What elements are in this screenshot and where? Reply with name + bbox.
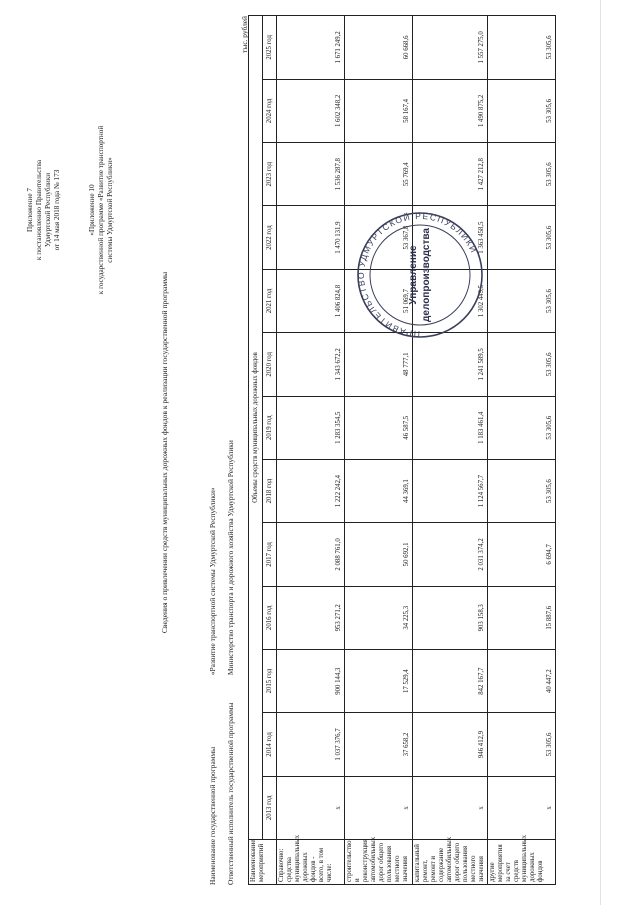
row-name: другие мероприятия за счет средств муниципальных дорожных фондов [488, 840, 556, 885]
value-cell: x [488, 776, 556, 839]
year-header: 2016 год [263, 586, 277, 649]
value-cell: 40 447,2 [488, 649, 556, 712]
value-cell: 53 305,6 [488, 333, 556, 396]
year-header: 2015 год [263, 649, 277, 712]
value-cell: 60 668,6 [345, 16, 413, 80]
year-header: 2021 год [263, 269, 277, 332]
value-cell: 1 124 567,7 [413, 459, 488, 522]
header-line: системы Удмуртской Республики» [106, 157, 114, 263]
row-name: строительство и реконструкция автомобильных дорог общего пользования местного значения [345, 840, 413, 885]
value-cell: 842 167,7 [413, 649, 488, 712]
year-header-row [263, 16, 277, 885]
value-cell: 1 536 287,8 [277, 143, 345, 206]
header-line: от 14 мая 2018 года № 173 [53, 169, 61, 251]
value-cell: 1 302 449,5 [413, 269, 488, 332]
year-header: 2023 год [263, 143, 277, 206]
executor-value: Министерство транспорта и дорожного хозяйства Удмуртской Республики [226, 440, 235, 676]
year-header: 2014 год [263, 713, 277, 776]
value-cell: 1 470 131,9 [277, 206, 345, 269]
year-header: 2013 год [263, 776, 277, 839]
header-line: к постановлению Правительства [35, 159, 43, 261]
value-cell: 1 406 824,8 [277, 269, 345, 332]
table-row [413, 16, 488, 885]
value-cell: 34 225,3 [345, 586, 413, 649]
value-cell: 1 671 249,2 [277, 16, 345, 80]
value-cell: 15 887,6 [488, 586, 556, 649]
row-name: капитальный ремонт, ремонт и содержание автомобильных дорог общего пользования местного значения [413, 840, 488, 885]
seal-ring-text: ПРАВИТЕЛЬСТВО УДМУРТСКОЙ РЕСПУБЛИКИ [355, 210, 480, 340]
header-line: Удмуртской Республики [44, 172, 52, 248]
value-cell: 1 222 242,4 [277, 459, 345, 522]
value-cell: x [345, 776, 413, 839]
value-cell: 1 037 376,7 [277, 713, 345, 776]
value-cell: 1 602 348,2 [277, 79, 345, 142]
table-row [488, 16, 556, 885]
scan-artifact [600, 0, 601, 905]
program-name-row [208, 487, 217, 885]
value-cell: 48 777,1 [345, 333, 413, 396]
value-cell: 55 769,4 [345, 143, 413, 206]
year-header: 2017 год [263, 523, 277, 586]
year-header: 2022 год [263, 206, 277, 269]
table-row [345, 16, 413, 885]
value-cell: 53 305,6 [488, 269, 556, 332]
header-line: к государственной программе «Развитие транспортной [97, 125, 105, 295]
value-cell: 6 694,7 [488, 523, 556, 586]
value-cell: 2 088 761,0 [277, 523, 345, 586]
year-header: 2025 год [263, 16, 277, 80]
year-header: 2019 год [263, 396, 277, 459]
value-cell: 53 305,6 [488, 396, 556, 459]
column-group-header: Объемы средств муниципальных дорожных фондов [249, 16, 263, 840]
year-header: 2024 год [263, 79, 277, 142]
value-cell: 53 305,6 [488, 206, 556, 269]
value-cell: 51 069,7 [345, 269, 413, 332]
executor-row [226, 440, 235, 885]
value-cell: 1 557 275,0 [413, 16, 488, 80]
value-cell: 1 427 212,8 [413, 143, 488, 206]
value-cell: 53 305,6 [488, 16, 556, 80]
table-row [277, 16, 345, 885]
value-cell: 1 490 875,2 [413, 79, 488, 142]
value-cell: 44 369,1 [345, 459, 413, 522]
value-cell: 50 692,1 [345, 523, 413, 586]
program-value: «Развитие транспортной системы Удмуртской Республики» [208, 487, 217, 676]
year-header: 2018 год [263, 459, 277, 522]
header-line: Приложение 7 [26, 188, 34, 232]
appendix-header [26, 60, 62, 360]
value-cell: 46 587,5 [345, 396, 413, 459]
funding-table-wrapper [248, 15, 553, 885]
official-seal [350, 205, 490, 345]
value-cell: 900 144,3 [277, 649, 345, 712]
value-cell: 903 158,3 [413, 586, 488, 649]
column-header-name: Наименование мероприятий [249, 840, 277, 885]
value-cell: 53 305,6 [488, 143, 556, 206]
value-cell: 53 305,6 [488, 79, 556, 142]
units-label: тыс. рублей [240, 16, 249, 53]
table-header-row [249, 16, 263, 885]
value-cell: 58 167,4 [345, 79, 413, 142]
value-cell: 2 031 374,2 [413, 523, 488, 586]
funding-table [248, 15, 556, 885]
value-cell: 37 658,2 [345, 713, 413, 776]
program-label: Наименование государственной программы [208, 746, 217, 885]
value-cell: 1 241 589,5 [413, 333, 488, 396]
header-line: «Приложение 10 [88, 184, 96, 236]
executor-label: Ответственный исполнитель государственной программы [226, 702, 235, 885]
document-title: Сведения о привлечении средств муниципальных дорожных фондов к реализации государственной программы [160, 271, 169, 634]
seal-center-line: Управление [408, 245, 419, 305]
seal-center-line: делопроизводства [421, 228, 432, 322]
value-cell: 946 412,9 [413, 713, 488, 776]
value-cell: 53 367,8 [345, 206, 413, 269]
value-cell: 1 343 672,2 [277, 333, 345, 396]
value-cell: 1 183 461,4 [413, 396, 488, 459]
value-cell: x [413, 776, 488, 839]
value-cell: 53 305,6 [488, 713, 556, 776]
value-cell: 1 283 354,5 [277, 396, 345, 459]
row-name: Справочно: средства муниципальных дорожных фондов - всего, в том числе: [277, 840, 345, 885]
year-header: 2020 год [263, 333, 277, 396]
value-cell: 53 305,6 [488, 459, 556, 522]
table-body [277, 16, 556, 885]
program-appendix-header [88, 60, 115, 360]
value-cell: 953 271,2 [277, 586, 345, 649]
value-cell: x [277, 776, 345, 839]
value-cell: 17 529,4 [345, 649, 413, 712]
value-cell: 1 363 458,5 [413, 206, 488, 269]
